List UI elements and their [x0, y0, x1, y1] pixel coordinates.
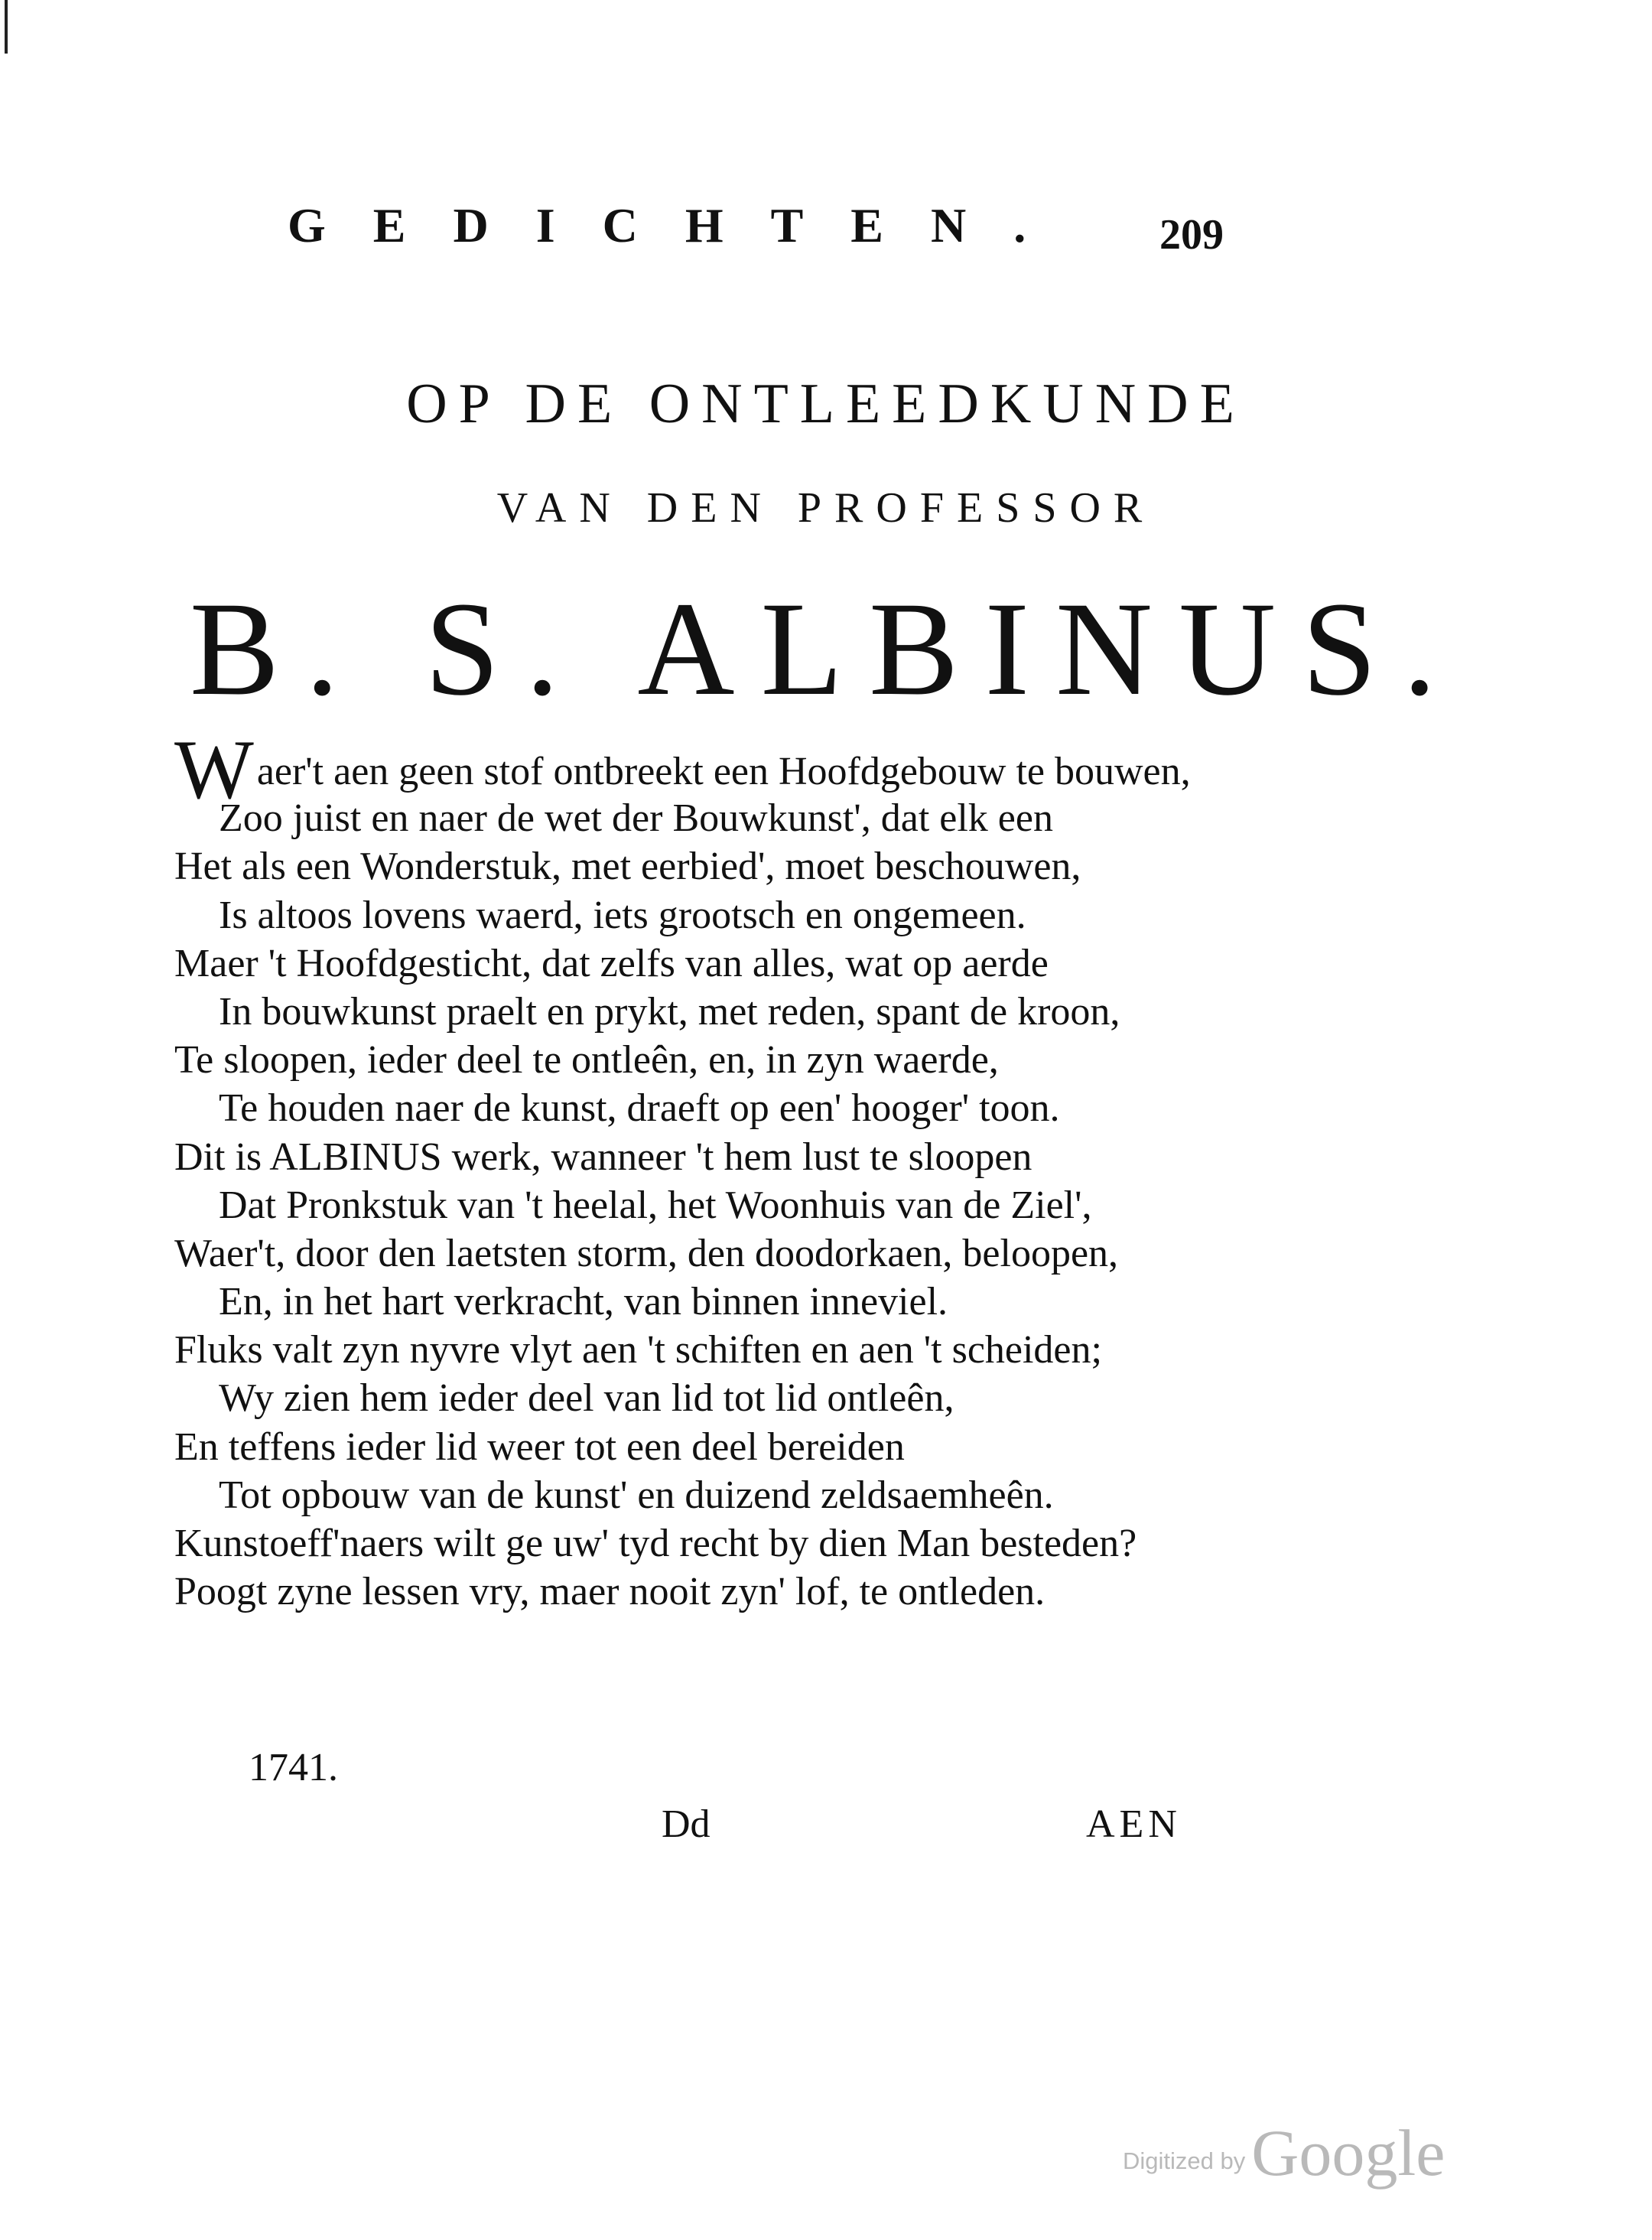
poem-line: Kunstoeff'naers wilt ge uw' tyd recht by dien Man besteden? [174, 1522, 1137, 1565]
drop-initial: W [174, 723, 254, 816]
poem-line: Fluks valt zyn nyvre vlyt aen 't schiften en aen 't scheiden; [174, 1328, 1102, 1372]
poem-line: Het als een Wonderstuk, met eerbied', moet beschouwen, [174, 845, 1081, 889]
page-edge-mark [5, 0, 8, 54]
poem-line: Wy zien hem ieder deel van lid tot lid ontleên, [219, 1376, 954, 1421]
poem-line: Poogt zyne lessen vry, maer nooit zyn' lof, te ontleden. [174, 1570, 1046, 1614]
poem-line: Te sloopen, ieder deel te ontleên, en, in zyn waerde, [174, 1038, 999, 1083]
catchword: AEN [1086, 1802, 1182, 1846]
page-number: 209 [1159, 211, 1224, 259]
digitized-watermark [1123, 2115, 1445, 2191]
poem-line-text: aer't aen geen stof ontbreekt een Hoofdgebouw te bouwen, [256, 750, 1191, 793]
poem-line: Te houden naer de kunst, draeft op een' hooger' toon. [219, 1086, 1060, 1131]
poem-title-line-1: OP DE ONTLEEDKUNDE [406, 373, 1246, 435]
poem-line: Is altoos lovens waerd, iets grootsch en ongemeen. [219, 893, 1026, 937]
poem-line: Maer 't Hoofdgesticht, dat zelfs van alles, wat op aerde [174, 941, 1049, 985]
running-head: GEDICHTEN. [288, 198, 1074, 252]
poem-line: Zoo juist en naer de wet der Bouwkunst', dat elk een [219, 796, 1053, 841]
poem-line: Tot opbouw van de kunst' en duizend zeldsaemheên. [219, 1473, 1054, 1517]
signature-mark: Dd [662, 1802, 711, 1846]
poem-line: Dat Pronkstuk van 't heelal, het Woonhuis van de Ziel', [219, 1183, 1092, 1227]
poem-line: In bouwkunst praelt en prykt, met reden, spant de kroon, [219, 989, 1120, 1034]
poem-line: En teffens ieder lid weer tot een deel bereiden [174, 1424, 905, 1469]
poem-line: En, in het hart verkracht, van binnen inneviel. [219, 1280, 948, 1324]
poem-line [174, 723, 1260, 816]
google-logo: Google [1251, 2116, 1446, 2190]
poem-line: Waer't, door den laetsten storm, den doodorkaen, beloopen, [174, 1231, 1119, 1275]
poem-line: Dit is ALBINUS werk, wanneer 't hem lust te sloopen [174, 1135, 1032, 1179]
poem-date: 1741. [249, 1746, 338, 1789]
watermark-prefix: Digitized by [1123, 2147, 1246, 2174]
poem-title-line-2: VAN DEN PROFESSOR [496, 484, 1156, 532]
poem-body [174, 723, 1260, 1616]
poem-title-name: B. S. ALBINUS. [189, 575, 1463, 724]
